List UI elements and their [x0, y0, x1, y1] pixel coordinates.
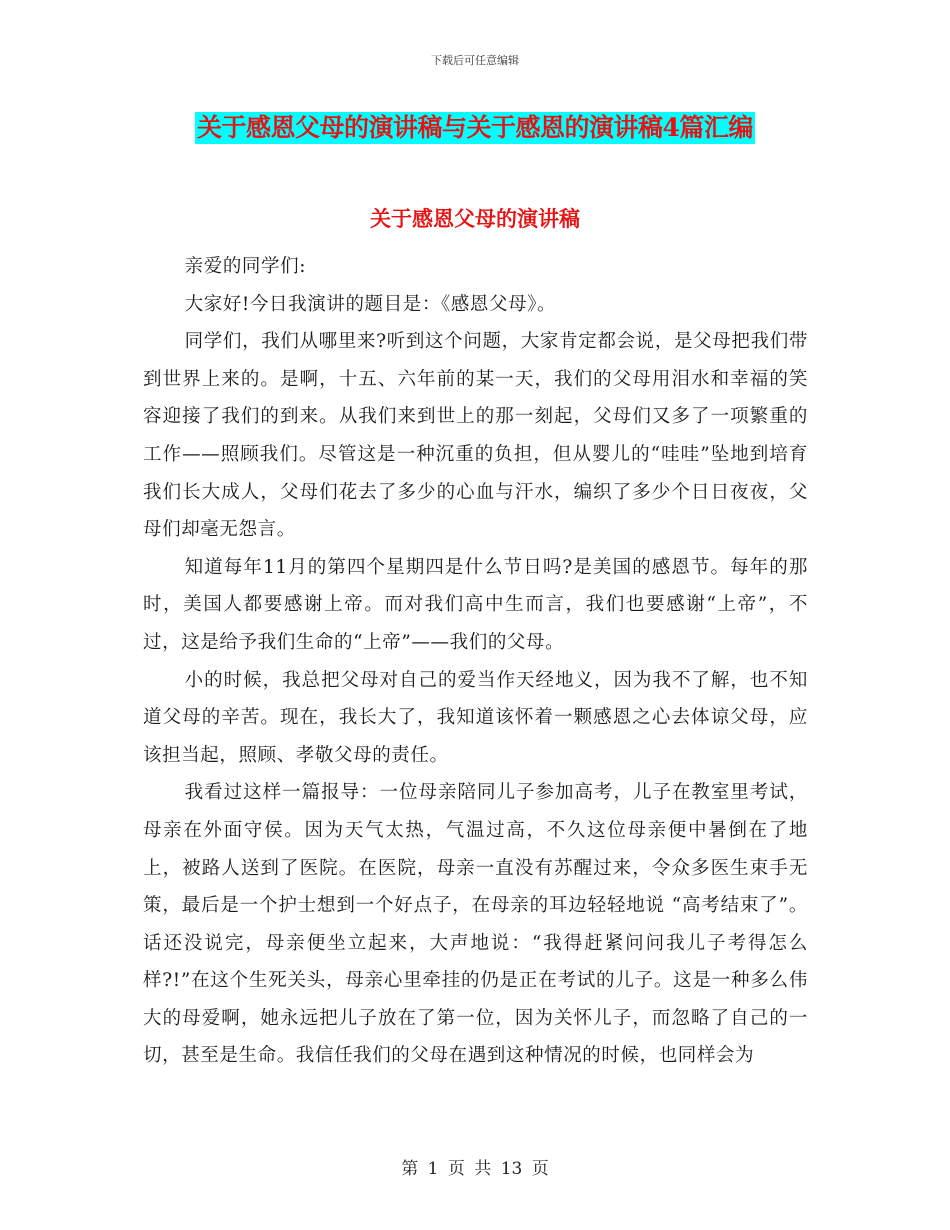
paragraph-greeting: 亲爱的同学们: [184, 256, 307, 277]
paragraph: 知道每年11月的第四个星期四是什么节日吗?是美国的感恩节。每年的那时，美国人都要感谢上帝。而对我们高中生而言，我们也要感谢“上帝”，不过，这是给予我们生命的“上帝”——我们的父母。 [143, 556, 808, 653]
paragraph: 同学们，我们从哪里来?听到这个问题，大家肯定都会说，是父母把我们带到世界上来的。是啊，十五、六年前的某一天，我们的父母用泪水和幸福的笑容迎接了我们的到来。从我们来到世上的那一刻起，父母们又多了一项繁重的工作——照顾我们。尽管这是一种沉重的负担，但从婴儿的“哇哇”坠地到培育我们长大成人，父母们花去了多少的心血与汗水，编织了多少个日日夜夜，父母们却毫无怨言。 [143, 331, 808, 541]
section-title: 关于感恩父母的演讲稿 [370, 206, 580, 231]
speech-body [143, 248, 808, 1075]
header-note: 下载后可任意编辑 [431, 54, 519, 67]
paragraph: 我看过这样一篇报导：一位母亲陪同儿子参加高考，儿子在教室里考试，母亲在外面守侯。因为天气太热，气温过高，不久这位母亲便中暑倒在了地上，被路人送到了医院。在医院，母亲一直没有苏醒过来，令众多医生束手无策，最后是一个护士想到一个好点子，在母亲的耳边轻轻地说 “高考结束了”。话还没说完，母亲便坐立起来，大声地说：“我得赶紧问问我儿子考得怎么样?!”在这个生死关头，母亲心里牵挂的仍是正在考试的儿子。这是一种多么伟大的母爱啊，她永远把儿子放在了第一位，因为关怀儿子，而忽略了自己的一切，甚至是生命。我信任我们的父母在遇到这种情况的时候，也同样会为 [143, 782, 808, 1067]
page-number: 第 1 页 共 13 页 [401, 1159, 549, 1179]
paragraph: 小的时候，我总把父母对自己的爱当作天经地义，因为我不了解，也不知道父母的辛苦。现在，我长大了，我知道该怀着一颗感恩之心去体谅父母，应该担当起，照顾、孝敬父母的责任。 [143, 669, 808, 766]
paragraph-intro: 大家好!今日我演讲的题目是：《感恩父母》。 [184, 293, 557, 315]
document-title: 关于感恩父母的演讲稿与关于感恩的演讲稿4篇汇编 [197, 113, 753, 142]
